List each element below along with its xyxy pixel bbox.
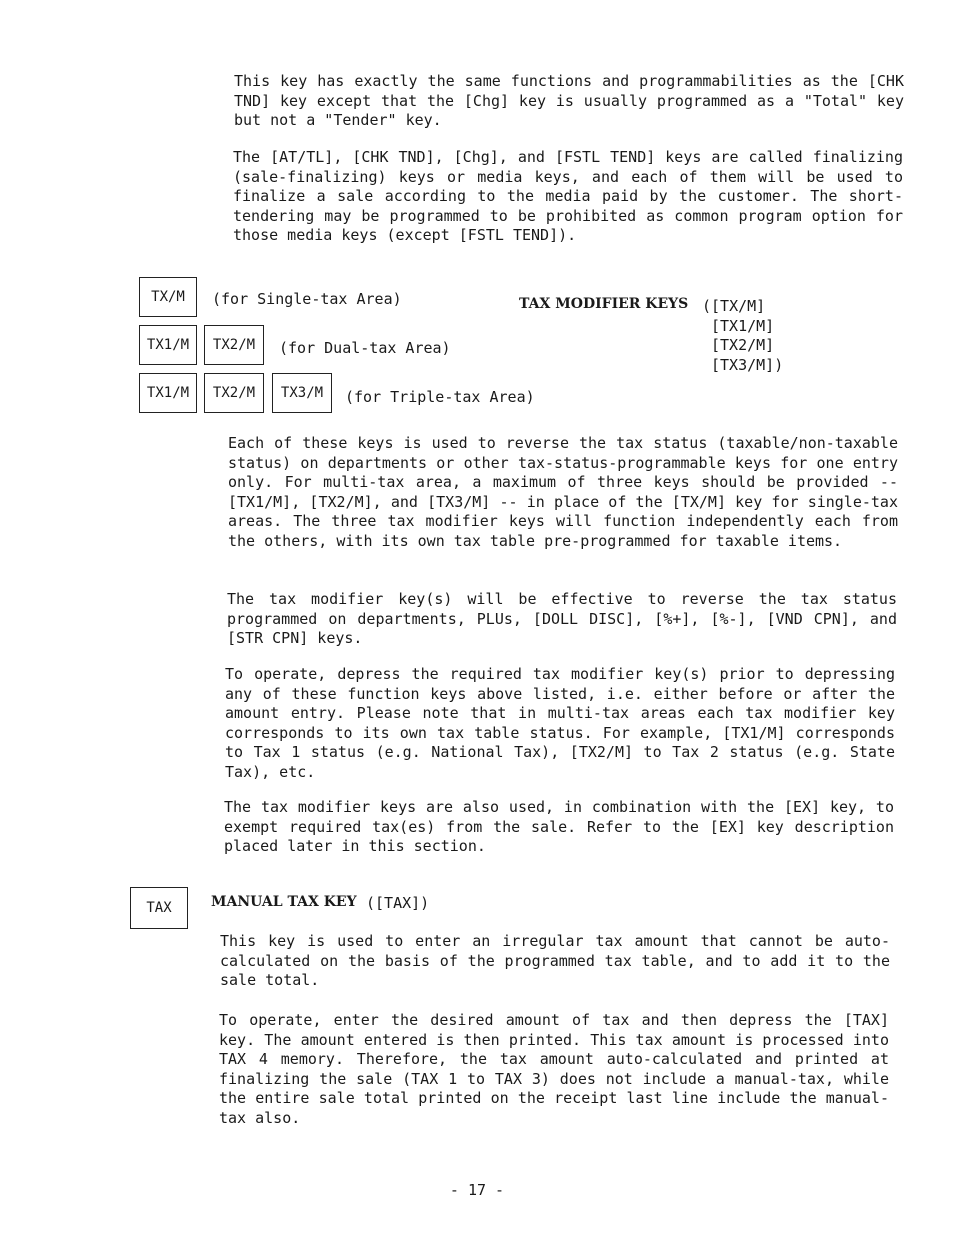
tax-modifier-key-list-item: [TX1/M]	[711, 316, 775, 335]
tax-modifier-key-list	[702, 297, 783, 375]
tx2-m-key-graphic-dual: TX2/M	[204, 325, 264, 365]
tax-modifier-paragraph-3: To operate, depress the required tax modifier key(s) prior to depressing any of these function keys above listed, i.e. either before or after the amount entry. Please note that in multi-tax areas each tax modifier key corresponds to its own tax table status. For example, [TX1/M] corresponds to Tax 1 status (e.g. National Tax), [TX2/M] to Tax 2 status (e.g. State Tax), etc.	[225, 665, 895, 781]
manual-tax-heading: MANUAL TAX KEY	[211, 894, 357, 910]
triple-tax-area-label: (for Triple-tax Area)	[345, 388, 535, 406]
tx-m-key-graphic: TX/M	[139, 277, 197, 317]
page-number: - 17 -	[449, 1181, 505, 1199]
tx1-m-key-graphic-triple: TX1/M	[139, 373, 197, 413]
intro-paragraph-1: This key has exactly the same functions and programmabilities as the [CHK TND] key except that the [Chg] key is usually programmed as a "Total" key but not a "Tender" key.	[234, 72, 904, 129]
tax-modifier-paragraph-1: Each of these keys is used to reverse the tax status (taxable/non-taxable status) on departments or other tax-status-programmable keys for one entry only. For multi-tax area, a maximum of three keys should be provided -- [TX1/M], [TX2/M], and [TX3/M] -- in place of the [TX/M] key for single-tax areas. The three tax modifier keys will function independently each from the others, with its own tax table pre-programmed for taxable items.	[228, 434, 898, 550]
manual-tax-paragraph-1: This key is used to enter an irregular tax amount that cannot be auto-calculated on the basis of the programmed tax table, and to add it to the sale total.	[220, 932, 890, 989]
tax-modifier-key-list-item: [TX3/M])	[711, 355, 784, 374]
intro-paragraph-2: The [AT/TL], [CHK TND], [Chg], and [FSTL TEND] keys are called finalizing (sale-finalizing) keys or media keys, and each of them will be used to finalize a sale according to the media paid by the customer. The short-tendering may be programmed to be prohibited as common program option for those media keys (except [FSTL TEND]).	[233, 148, 903, 244]
tax-modifier-heading: TAX MODIFIER KEYS	[519, 296, 689, 312]
single-tax-area-label: (for Single-tax Area)	[212, 290, 402, 308]
manual-tax-paragraph-2: To operate, enter the desired amount of tax and then depress the [TAX] key. The amount entered is then printed. This tax amount is processed into TAX 4 memory. Therefore, the tax amount auto-calculated and printed at finalizing the sale (TAX 1 to TAX 3) does not include a manual-tax, while the entire sale total printed on the receipt last line include the manual-tax also.	[219, 1011, 889, 1127]
tx3-m-key-graphic-triple: TX3/M	[272, 373, 332, 413]
tax-key-graphic: TAX	[130, 887, 188, 929]
tax-modifier-paragraph-2: The tax modifier key(s) will be effective to reverse the tax status programmed on departments, PLUs, [DOLL DISC], [%+], [%-], [VND CPN], and [STR CPN] keys.	[227, 590, 897, 647]
manual-tax-heading-key: ([TAX])	[366, 894, 430, 912]
dual-tax-area-label: (for Dual-tax Area)	[279, 339, 451, 357]
tx1-m-key-graphic-dual: TX1/M	[139, 325, 197, 365]
tax-modifier-key-list-item: ([TX/M]	[702, 297, 766, 315]
tax-modifier-key-list-item: [TX2/M]	[711, 336, 775, 354]
tax-modifier-paragraph-4: The tax modifier keys are also used, in combination with the [EX] key, to exempt required tax(es) from the sale. Refer to the [EX] key description placed later in this section.	[224, 798, 894, 855]
tx2-m-key-graphic-triple: TX2/M	[204, 373, 264, 413]
